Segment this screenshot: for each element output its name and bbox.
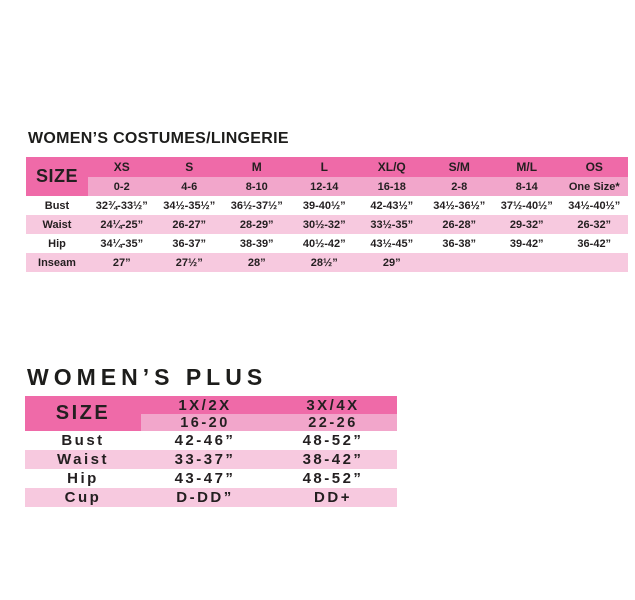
column-header: L [291, 157, 359, 177]
table-cell: 39-40½” [302, 199, 346, 212]
womens-plus-title: WOMEN’S PLUS [27, 364, 268, 390]
column-header: XS [88, 157, 156, 177]
costumes-lingerie-title: WOMEN’S COSTUMES/LINGERIE [28, 130, 289, 147]
table-cell: 43½-45” [370, 237, 414, 250]
size-header-label: SIZE [25, 396, 141, 431]
row-label: Hip [48, 237, 66, 250]
table-cell: 27½” [156, 253, 224, 272]
table-cell: 28½” [291, 253, 359, 272]
table-cell: 42-43½” [370, 199, 414, 212]
table-cell: 29-32” [493, 215, 561, 234]
size-header-label: SIZE [26, 157, 88, 196]
table-cell: D-DD” [141, 488, 269, 507]
table-cell: 30½-32” [291, 215, 359, 234]
column-range: 2-8 [426, 177, 494, 196]
table-cell: 34½-40½” [568, 199, 621, 212]
table-cell: 34½-35½” [163, 199, 216, 212]
table-row-inseam [26, 253, 628, 272]
table-cell: 34¼-35” [100, 237, 144, 250]
table-cell: 36-37” [172, 237, 207, 250]
table-cell: 29” [358, 253, 426, 272]
table-cell: DD+ [269, 488, 397, 507]
womens-plus-table [25, 396, 397, 507]
table-cell: 26-32” [561, 215, 629, 234]
column-range: 12-14 [291, 177, 359, 196]
column-header: XL/Q [358, 157, 426, 177]
table-cell: 43-47” [174, 470, 236, 487]
column-range: 8-14 [493, 177, 561, 196]
table-cell: 48-52” [302, 470, 364, 487]
table-cell: 26-28” [426, 215, 494, 234]
table-cell: 28-29” [223, 215, 291, 234]
table-cell: 36-38” [442, 237, 477, 250]
row-label: Hip [67, 470, 99, 487]
table-cell: 38-42” [269, 450, 397, 469]
table-cell: 27” [88, 253, 156, 272]
column-range: 22-26 [269, 414, 397, 431]
column-range: 4-6 [156, 177, 224, 196]
table-cell [561, 253, 629, 272]
row-label: Cup [25, 488, 141, 507]
row-label: Waist [26, 215, 88, 234]
column-header: S/M [426, 157, 494, 177]
table-cell: 24¼-25” [88, 215, 156, 234]
row-label: Waist [25, 450, 141, 469]
table-cell: 38-39” [239, 237, 274, 250]
table-cell: 36½-37½” [230, 199, 283, 212]
column-range: One Size* [561, 177, 629, 196]
table-cell: 33½-35” [358, 215, 426, 234]
column-header: M/L [493, 157, 561, 177]
row-label: Inseam [26, 253, 88, 272]
table-row-bust [26, 196, 628, 215]
column-range: 16-18 [358, 177, 426, 196]
table-row-bust [25, 431, 397, 450]
column-header: OS [561, 157, 629, 177]
table-cell: 40½-42” [302, 237, 346, 250]
column-range: 8-10 [223, 177, 291, 196]
size-header-row [26, 157, 628, 177]
table-cell [493, 253, 561, 272]
table-cell: 42-46” [174, 432, 236, 449]
table-cell: 28” [223, 253, 291, 272]
table-row-hip [25, 469, 397, 488]
column-header: M [223, 157, 291, 177]
size-header-row [25, 396, 397, 414]
table-cell: 32¾-33½” [95, 199, 148, 212]
column-header: S [156, 157, 224, 177]
table-row-cup [25, 488, 397, 507]
table-cell: 26-27” [156, 215, 224, 234]
row-label: Bust [44, 199, 70, 212]
column-header: 1X/2X [141, 396, 269, 414]
costumes-lingerie-table [26, 157, 628, 272]
numeric-range-row [26, 177, 628, 196]
table-row-waist [26, 215, 628, 234]
column-header: 3X/4X [269, 396, 397, 414]
table-row-hip [26, 234, 628, 253]
table-cell: 36-42” [577, 237, 612, 250]
column-range: 0-2 [88, 177, 156, 196]
table-cell: 33-37” [141, 450, 269, 469]
table-cell [426, 253, 494, 272]
table-cell: 39-42” [509, 237, 544, 250]
table-cell: 48-52” [302, 432, 364, 449]
column-range: 16-20 [141, 414, 269, 431]
table-row-waist [25, 450, 397, 469]
table-cell: 34½-36½” [433, 199, 486, 212]
table-cell: 37½-40½” [500, 199, 553, 212]
row-label: Bust [61, 432, 105, 449]
